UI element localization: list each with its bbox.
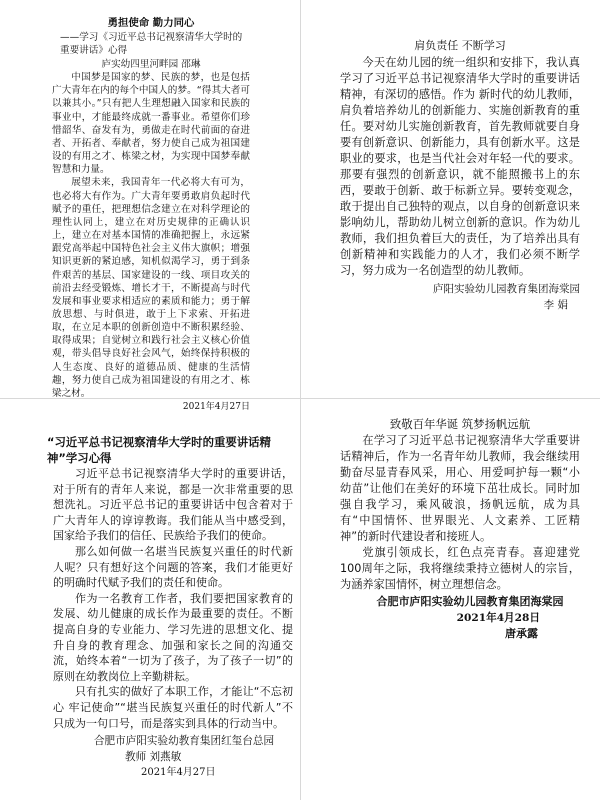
article-title: 勇担使命 勤力同心 xyxy=(107,17,195,29)
article-paragraph: 中国梦是国家的梦、民族的梦，也是包括广大青年在内的每个中国人的梦。“得其大者可以兼其小。”只有把人生理想融入国家和民族的事业中，才能最终成就一番事业。希望你们珍惜韶华、奋发有为，勇做走在时代前面的奋进者、开拓者、奉献者，努力使自己成为祖国建设的有用之才、栋梁之材，为实现中国梦奉献智慧和力量。 xyxy=(52,72,250,176)
article-date: 2021年4月28日 xyxy=(456,612,540,624)
article-author: 唐承露 xyxy=(505,627,538,640)
article-paragraph: 今天在幼儿园的统一组织和安排下，我认真学习了习近平总书记视察清华大学时的重要讲话精神，有深切的感悟。作为 新时代的幼儿教师，肩负着培养幼儿的创新能力、实施创新教育的重任。要对幼儿实施创新教育，首先教师就要自身要有创新意识、创新能力，具有创新水平。这是职业的要求，也是当代社会对年轻一代的要求。那要有强烈的创新意识，就不能照搬书上的东西，要敢于创新、敢于标新立异。要转变观念，敢于提出自己独特的观点，以自身的创新意识来影响幼儿，帮助幼儿树立创新的意识。作为幼儿教师，我们担负着巨大的责任，为了培养出具有创新精神和实践能力的人才，我们必须不断学习，努力成为一名创造型的幼儿教师。 xyxy=(340,56,580,277)
article-paragraph: 展望未来，我国青年一代必将大有可为，也必将大有作为。广大青年要勇敢肩负起时代赋予的重任，把理想信念建立在对科学理论的理性认同上，建立在对历史规律的正确认识上，建立在对基本国情的准确把握上，永远紧跟党高举起中国特色社会主义伟大旗帜；增强知识更新的紧迫感，知机似渴学习，勇于到条件艰苦的基层、国家建设的一线、项目攻关的前沿去经受锻炼、增长才干，不断提高与时代发展和事业要求相适应的素质和能力；勇于解放思想、与时俱进，敢于上下求索、开拓进取，在立足本职的创新创造中不断积累经验、取得成果；自觉树立和践行社会主义核心价值观，带头倡导良好社会风气，始终保持积极的人生态度、良好的道德品质、健康的生活情趣，努力使自己成为祖国建设的有用之才、栋梁之材。 xyxy=(52,177,250,399)
article-title: “习近平总书记视察清华大学时的重要讲话精神”学习心得 xyxy=(47,435,271,465)
article-subtitle: ——学习《习近平总书记视察清华大学时的重要讲话》心得 xyxy=(60,32,243,56)
article-author: 教师 刘燕敏 xyxy=(125,750,182,763)
article-top-left xyxy=(52,16,250,414)
article-date: 2021年4月27日 xyxy=(141,767,216,779)
article-paragraph: 习近平总书记视察清华大学时的重要讲话，对于所有的青年人来说，都是一次非常重要的思想洗礼。习近平总书记的重要讲话中包含着对于广大青年人的谆谆教诲。我们能从当中感受到，国家给予我们的信任、民族给予我们的使命。 xyxy=(53,467,293,543)
article-title: 致敬百年华诞 筑梦扬帆远航 xyxy=(389,417,531,431)
article-paragraph: 那么如何做一名堪当民族复兴重任的时代新人呢？只有想好这个问题的答案，我们才能更好的明确时代赋予我们的责任和使命。 xyxy=(53,544,293,590)
article-byline: 庐实幼四里河畔园 邵琳 xyxy=(101,59,201,70)
article-paragraph: 只有扎实的做好了本职工作，才能让“不忘初心 牢记使命”“堪当民族复兴重任的时代新人”不只成为一句口号，而是落实到具体的行动当中。 xyxy=(53,685,293,730)
article-organization: 庐阳实验幼儿园教育集团海棠园 xyxy=(433,283,580,295)
article-date: 2021年4月27日 xyxy=(182,402,250,413)
article-paragraph: 党旗引领成长，红色点亮青春。喜迎建党100周年之际，我将继续秉持立德树人的宗旨，为涵养家国情怀，树立理想信念。 xyxy=(340,546,580,591)
article-organization: 合肥市庐阳实验幼教育集团红玺台总园 xyxy=(93,735,275,748)
vertical-divider xyxy=(300,0,301,800)
article-top-right xyxy=(340,38,580,313)
article-paragraph: 在学习了习近平总书记视察清华大学重要讲话精神后，作为一名青年幼儿教师，我会继续用勤奋尽显青春风采，用心、用爱呵护每一颗“小幼苗”让他们在美好的环境下茁壮成长。同时加强自我学习，乘风破浪，扬帆远航，成为具有“中国情怀、世界眼光、人文素养、工匠精神”的新时代建设者和接班人。 xyxy=(340,434,580,543)
article-title: 肩负责任 不断学习 xyxy=(414,39,506,52)
article-bottom-right xyxy=(340,416,580,642)
article-bottom-left xyxy=(47,434,293,781)
article-organization: 合肥市庐阳实验幼儿园教育集团海棠园 xyxy=(376,595,564,608)
article-author: 李 娟 xyxy=(543,299,568,311)
article-paragraph: 作为一名教育工作者，我们要把国家教育的发展、幼儿健康的成长作为最重要的责任。不断提高自身的专业能力、学习先进的思想文化、提升自身的教育理念、加强和家长之间的沟通交流，始终本着“一切为了孩子，为了孩子一切”的原则在幼教岗位上辛勤耕耘。 xyxy=(53,591,293,683)
